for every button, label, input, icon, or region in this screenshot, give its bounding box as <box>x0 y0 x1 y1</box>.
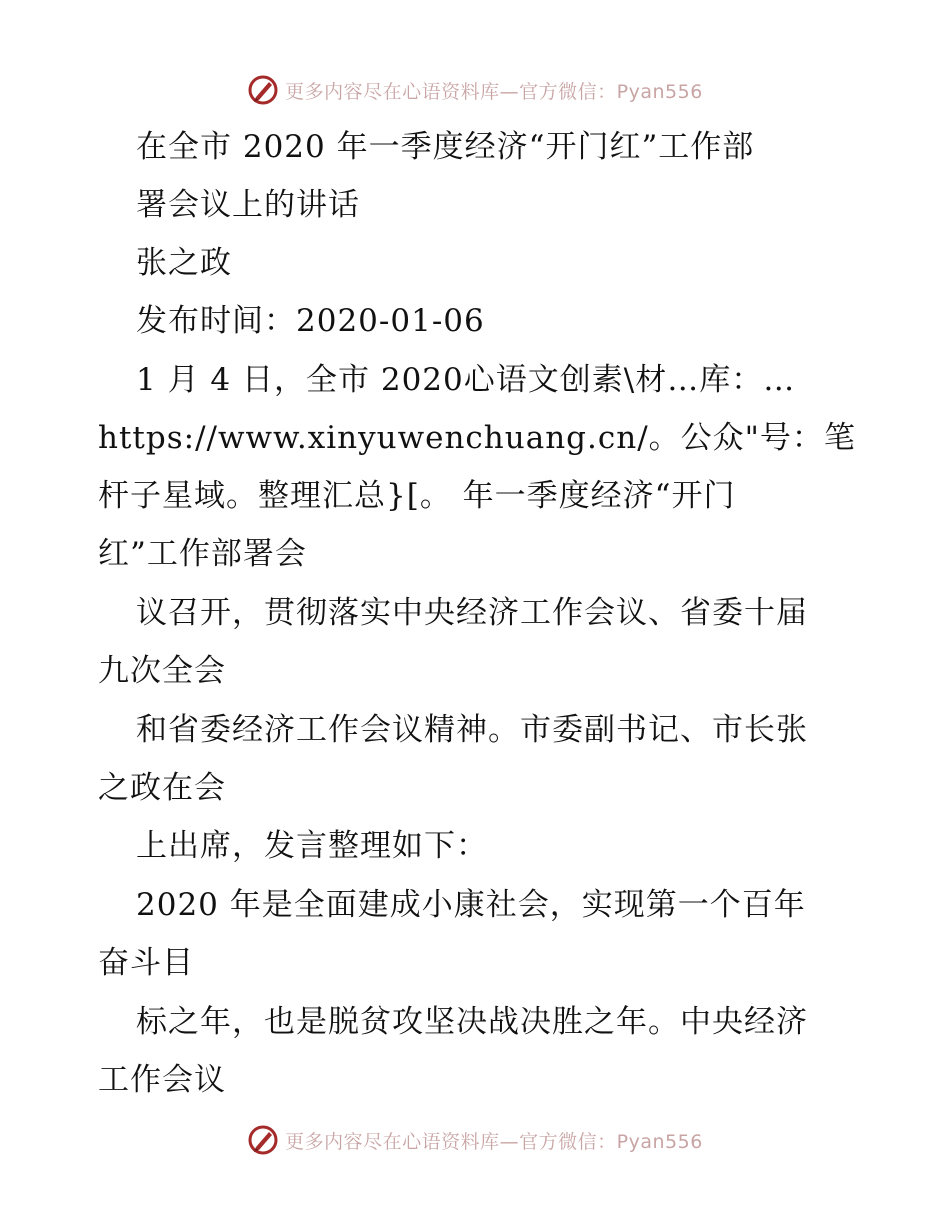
body-line: 工作会议 <box>98 1062 226 1098</box>
body-line: 上出席，发言整理如下： <box>136 828 488 864</box>
title-line-1: 在全市 2020 年一季度经济“开门红”工作部 <box>136 129 755 165</box>
body-line: https://www.xinyuwenchuang.cn/。公众"号：笔 <box>98 420 856 456</box>
author-name: 张之政 <box>136 245 232 281</box>
body-line: 杆子星域。整理汇总}[。 年一季度经济“开门 <box>98 478 736 514</box>
body-line: 标之年，也是脱贫攻坚决战决胜之年。中央经济 <box>136 1004 808 1040</box>
body-line: 2020 年是全面建成小康社会，实现第一个百年 <box>136 887 806 923</box>
body-line: 奋斗目 <box>98 945 194 981</box>
watermark-text: 更多内容尽在心语资料库—官方微信：Pyan556 <box>285 1130 703 1153</box>
watermark-text: 更多内容尽在心语资料库—官方微信：Pyan556 <box>285 80 703 103</box>
title-line-2: 署会议上的讲话 <box>136 187 360 223</box>
body-line: 之政在会 <box>98 770 226 806</box>
body-line: 红”工作部署会 <box>98 536 307 572</box>
bottom-watermark-banner <box>0 1120 950 1160</box>
pen-circle-logo-icon <box>247 1124 279 1156</box>
body-line: 九次全会 <box>98 653 226 689</box>
body-line: 和省委经济工作会议精神。市委副书记、市长张 <box>136 712 808 748</box>
body-line: 议召开，贯彻落实中央经济工作会议、省委十届 <box>136 595 808 631</box>
body-line: 1 月 4 日，全市 2020心语文创素\材…库：… <box>136 362 796 398</box>
publish-time: 发布时间：2020-01-06 <box>136 303 485 339</box>
